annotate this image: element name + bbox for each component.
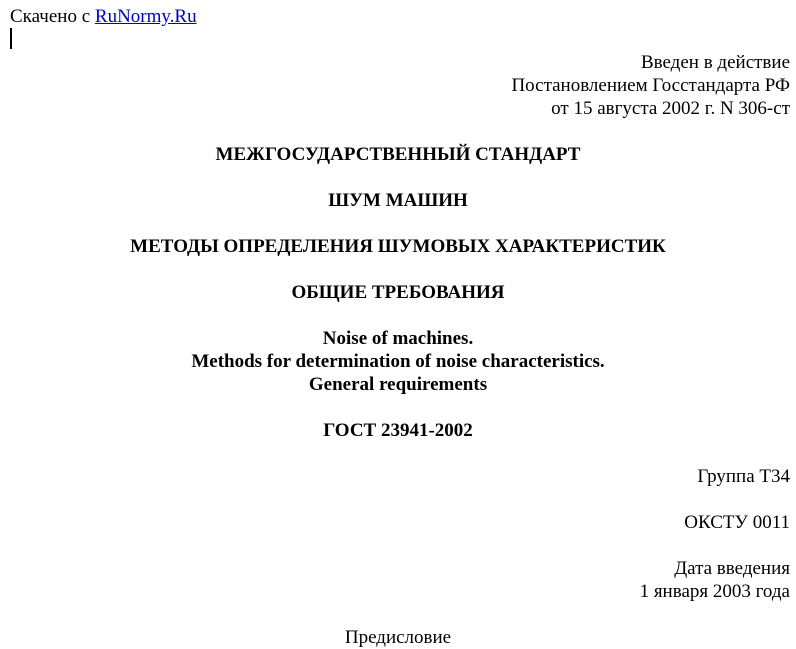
enactment-line-1: Введен в действие <box>640 52 790 73</box>
english-title-line-2: Methods for determination of noise characteristics. <box>191 351 605 372</box>
english-title-line-3: General requirements <box>308 374 488 395</box>
interstate-standard-heading: МЕЖГОСУДАРСТВЕННЫЙ СТАНДАРТ <box>215 144 581 165</box>
machine-noise-heading: ШУМ МАШИН <box>328 190 468 211</box>
english-title-block <box>0 327 796 396</box>
standard-number: ГОСТ 23941-2002 <box>323 420 473 441</box>
downloaded-from-label: Скачено с <box>10 6 91 27</box>
english-title-line-1: Noise of machines. <box>322 328 474 349</box>
enactment-block <box>511 51 790 120</box>
source-link[interactable]: RuNormy.Ru <box>94 6 197 27</box>
general-requirements-heading: ОБЩИЕ ТРЕБОВАНИЯ <box>291 282 505 303</box>
introduction-date-value: 1 января 2003 года <box>639 581 790 602</box>
source-line <box>10 5 197 28</box>
foreword-heading: Предисловие <box>344 627 452 648</box>
group-code: Группа Т34 <box>697 466 790 487</box>
enactment-line-2: Постановлением Госстандарта РФ <box>511 75 790 96</box>
introduction-date-label: Дата введения <box>674 558 790 579</box>
enactment-line-3: от 15 августа 2002 г. N 306-ст <box>551 98 790 119</box>
methods-heading: МЕТОДЫ ОПРЕДЕЛЕНИЯ ШУМОВЫХ ХАРАКТЕРИСТИК <box>130 236 666 257</box>
okstu-code: ОКСТУ 0011 <box>684 512 790 533</box>
introduction-date-block <box>640 557 790 603</box>
text-caret <box>10 28 12 49</box>
